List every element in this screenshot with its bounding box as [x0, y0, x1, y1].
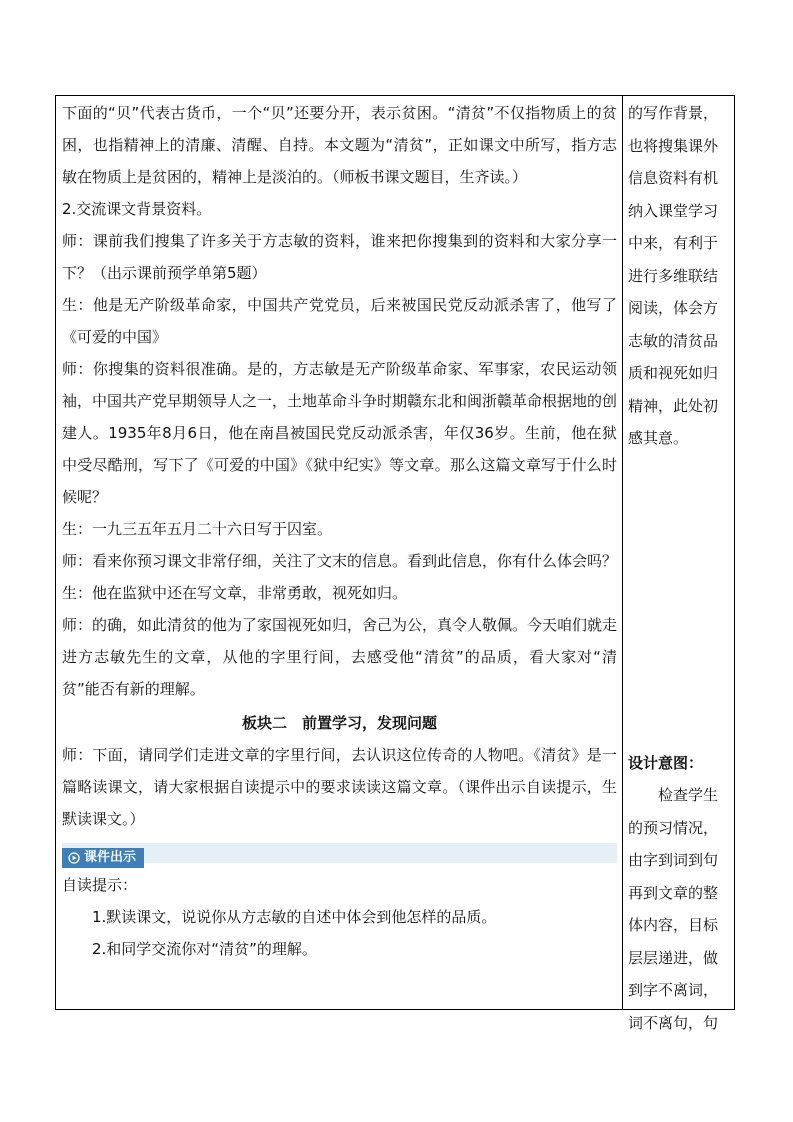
paragraph-student-3: 生：他在监狱中还在写文章，非常勇敢，视死如归。 [62, 584, 408, 602]
paragraph-intro: 下面的“贝”代表古货币，一个“贝”还要分开，表示贫困。“清贫”不仅指物质上的贫困，也指精神上的清廉、清醒、自持。本文题为“清贫”，正如课文中所写，指方志敏在物质上是贫困的，精神上是淡泊的。（师板书课文题目，生齐读。） [62, 104, 617, 186]
lesson-plan-table [55, 95, 735, 1032]
self-read-title: 自读提示： [62, 876, 138, 894]
paragraph-teacher-5: 师：下面，请同学们走进文章的字里行间，去认识这位传奇的人物吧。《清贫》是一篇略读课文，请大家根据自读提示中的要求读读这篇文章。（课件出示自读提示，生默读课文。） [62, 746, 617, 828]
side-spacer [628, 455, 732, 747]
courseware-banner [62, 843, 617, 863]
courseware-label [62, 848, 144, 868]
play-circle-icon [68, 852, 80, 864]
side-upper-note: 的写作背景，也将搜集课外信息资料有机纳入课堂学习中来，有利于进行多维联结阅读，体会方志敏的清贫品质和视死如归精神，此处初感其意。 [628, 104, 719, 447]
paragraph-student-2: 生：一九三五年五月二十六日写于囚室。 [62, 520, 333, 538]
paragraph-step-2: 2.交流课文背景资料。 [62, 200, 212, 218]
design-intent-title: 设计意图： [628, 753, 704, 772]
paragraph-teacher-2: 师：你搜集的资料很准确。是的，方志敏是无产阶级革命家、军事家，农民运动领袖，中国共产党早期领导人之一，土地革命斗争时期赣东北和闽浙赣革命根据地的创建人。1935年8月6日，他在南昌被国民党反动派杀害，年仅36岁。生前，他在狱中受尽酷刑，写下了《可爱的中国》《狱中纪实》等文章。那么这篇文章写于什么时候呢？ [62, 360, 618, 506]
side-notes-column [628, 97, 732, 1039]
section-heading: 板块二 前置学习，发现问题 [241, 714, 437, 732]
self-read-item-1: 1.默读课文，说说你从方志敏的自述中体会到他怎样的品质。 [92, 908, 497, 926]
paragraph-teacher-3: 师：看来你预习课文非常仔细，关注了文末的信息。看到此信息，你有什么体会吗？ [62, 552, 618, 570]
paragraph-teacher-4: 师：的确，如此清贫的他为了家国视死如归，舍己为公，真令人敬佩。今天咱们就走进方志敏先生的文章，从他的字里行间，去感受他“清贫”的品质，看大家对“清贫”能否有新的理解。 [62, 616, 618, 698]
courseware-label-text: 课件出示 [84, 850, 137, 865]
self-read-item-2: 2.和同学交流你对“清贫”的理解。 [92, 940, 317, 958]
paragraph-teacher-1: 师：课前我们搜集了许多关于方志敏的资料，谁来把你搜集到的资料和大家分享一下？（出示课前预学单第5题） [62, 232, 617, 282]
column-divider [622, 96, 623, 1009]
design-intent-text: 检查学生的预习情况，由字到词到句再到文章的整体内容，目标层层递进，做到字不离词，词不离句，句 [628, 786, 719, 1032]
paragraph-student-1: 生：他是无产阶级革命家，中国共产党党员，后来被国民党反动派杀害了，他写了《可爱的中国》 [62, 296, 617, 346]
main-content-column [62, 97, 617, 965]
